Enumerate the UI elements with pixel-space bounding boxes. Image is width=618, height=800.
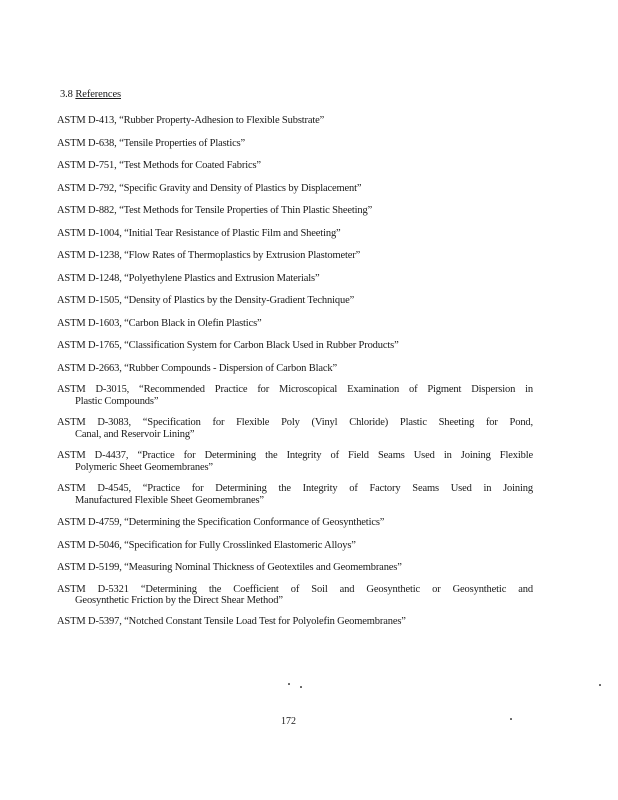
- reference-item: [57, 115, 533, 127]
- reference-text: ASTM D-5321 “Determining the Coefficient of Soil and Geosynthetic or Geosynthetic and: [57, 583, 533, 595]
- reference-text-continued: Manufactured Flexible Sheet Geomembranes”: [75, 494, 264, 506]
- reference-text: ASTM D-4545, “Practice for Determining the Integrity of Factory Seams Used in Joining: [57, 483, 533, 494]
- reference-item: [57, 363, 533, 375]
- reference-text: ASTM D-1248, “Polyethylene Plastics and Extrusion Materials”: [57, 272, 320, 284]
- reference-text: ASTM D-2663, “Rubber Compounds - Dispersion of Carbon Black”: [57, 362, 338, 374]
- reference-text: ASTM D-1603, “Carbon Black in Olefin Plastics”: [57, 317, 262, 329]
- reference-item: [57, 417, 533, 440]
- section-heading: [60, 89, 121, 100]
- section-number: 3.8: [60, 89, 73, 100]
- reference-text-continued: Plastic Compounds”: [75, 395, 159, 407]
- reference-text: ASTM D-1765, “Classification System for Carbon Black Used in Rubber Products”: [57, 340, 399, 351]
- reference-text: ASTM D-638, “Tensile Properties of Plastics”: [57, 137, 246, 149]
- reference-item: [57, 517, 533, 529]
- reference-text: ASTM D-4759, “Determining the Specification Conformance of Geosynthetics”: [57, 517, 385, 528]
- reference-text-continued: Geosynthetic Friction by the Direct Shear Method”: [75, 595, 283, 606]
- reference-item: [57, 228, 533, 240]
- reference-item: [57, 138, 533, 150]
- reference-item: [57, 205, 533, 217]
- reference-text: ASTM D-4437, “Practice for Determining the Integrity of Field Seams Used in Joining Flexible: [57, 450, 533, 461]
- scan-speck: [300, 686, 302, 688]
- scan-speck: [288, 683, 290, 685]
- reference-item: [57, 384, 533, 407]
- reference-item: [57, 318, 533, 330]
- reference-text: ASTM D-5199, “Measuring Nominal Thickness of Geotextiles and Geomembranes”: [57, 562, 402, 573]
- reference-item: [57, 584, 533, 607]
- reference-text-continued: Canal, and Reservoir Lining”: [75, 428, 195, 440]
- reference-item: [57, 540, 533, 552]
- page-number: 172: [281, 716, 296, 727]
- reference-text: ASTM D-751, “Test Methods for Coated Fabrics”: [57, 160, 261, 171]
- reference-item: [57, 160, 533, 172]
- reference-item: [57, 616, 533, 628]
- scan-speck: [599, 684, 601, 686]
- reference-item: [57, 483, 533, 506]
- reference-text: ASTM D-3083, “Specification for Flexible Poly (Vinyl Chloride) Plastic Sheeting for Pond,: [57, 417, 533, 428]
- reference-text: ASTM D-413, “Rubber Property-Adhesion to Flexible Substrate”: [57, 115, 325, 126]
- reference-text: ASTM D-792, “Specific Gravity and Density of Plastics by Displacement”: [57, 182, 362, 194]
- reference-text: ASTM D-1004, “Initial Tear Resistance of Plastic Film and Sheeting”: [57, 227, 341, 239]
- reference-text: ASTM D-882, “Test Methods for Tensile Properties of Thin Plastic Sheeting”: [57, 205, 373, 216]
- reference-text: ASTM D-5397, “Notched Constant Tensile Load Test for Polyolefin Geomembranes”: [57, 615, 406, 627]
- reference-item: [57, 183, 533, 195]
- reference-item: [57, 340, 533, 352]
- reference-list: [57, 115, 533, 627]
- reference-text: ASTM D-5046, “Specification for Fully Crosslinked Elastomeric Alloys”: [57, 539, 356, 551]
- reference-item: [57, 250, 533, 262]
- reference-text: ASTM D-1238, “Flow Rates of Thermoplastics by Extrusion Plastometer”: [57, 250, 361, 261]
- reference-text: ASTM D-1505, “Density of Plastics by the Density-Gradient Technique”: [57, 295, 355, 306]
- reference-item: [57, 450, 533, 473]
- reference-item: [57, 273, 533, 285]
- section-title: References: [75, 89, 121, 100]
- scan-speck: [510, 718, 512, 720]
- reference-text: ASTM D-3015, “Recommended Practice for Microscopical Examination of Pigment Dispersion in: [57, 384, 533, 395]
- reference-item: [57, 562, 533, 574]
- reference-text-continued: Polymeric Sheet Geomembranes”: [75, 461, 213, 473]
- reference-item: [57, 295, 533, 307]
